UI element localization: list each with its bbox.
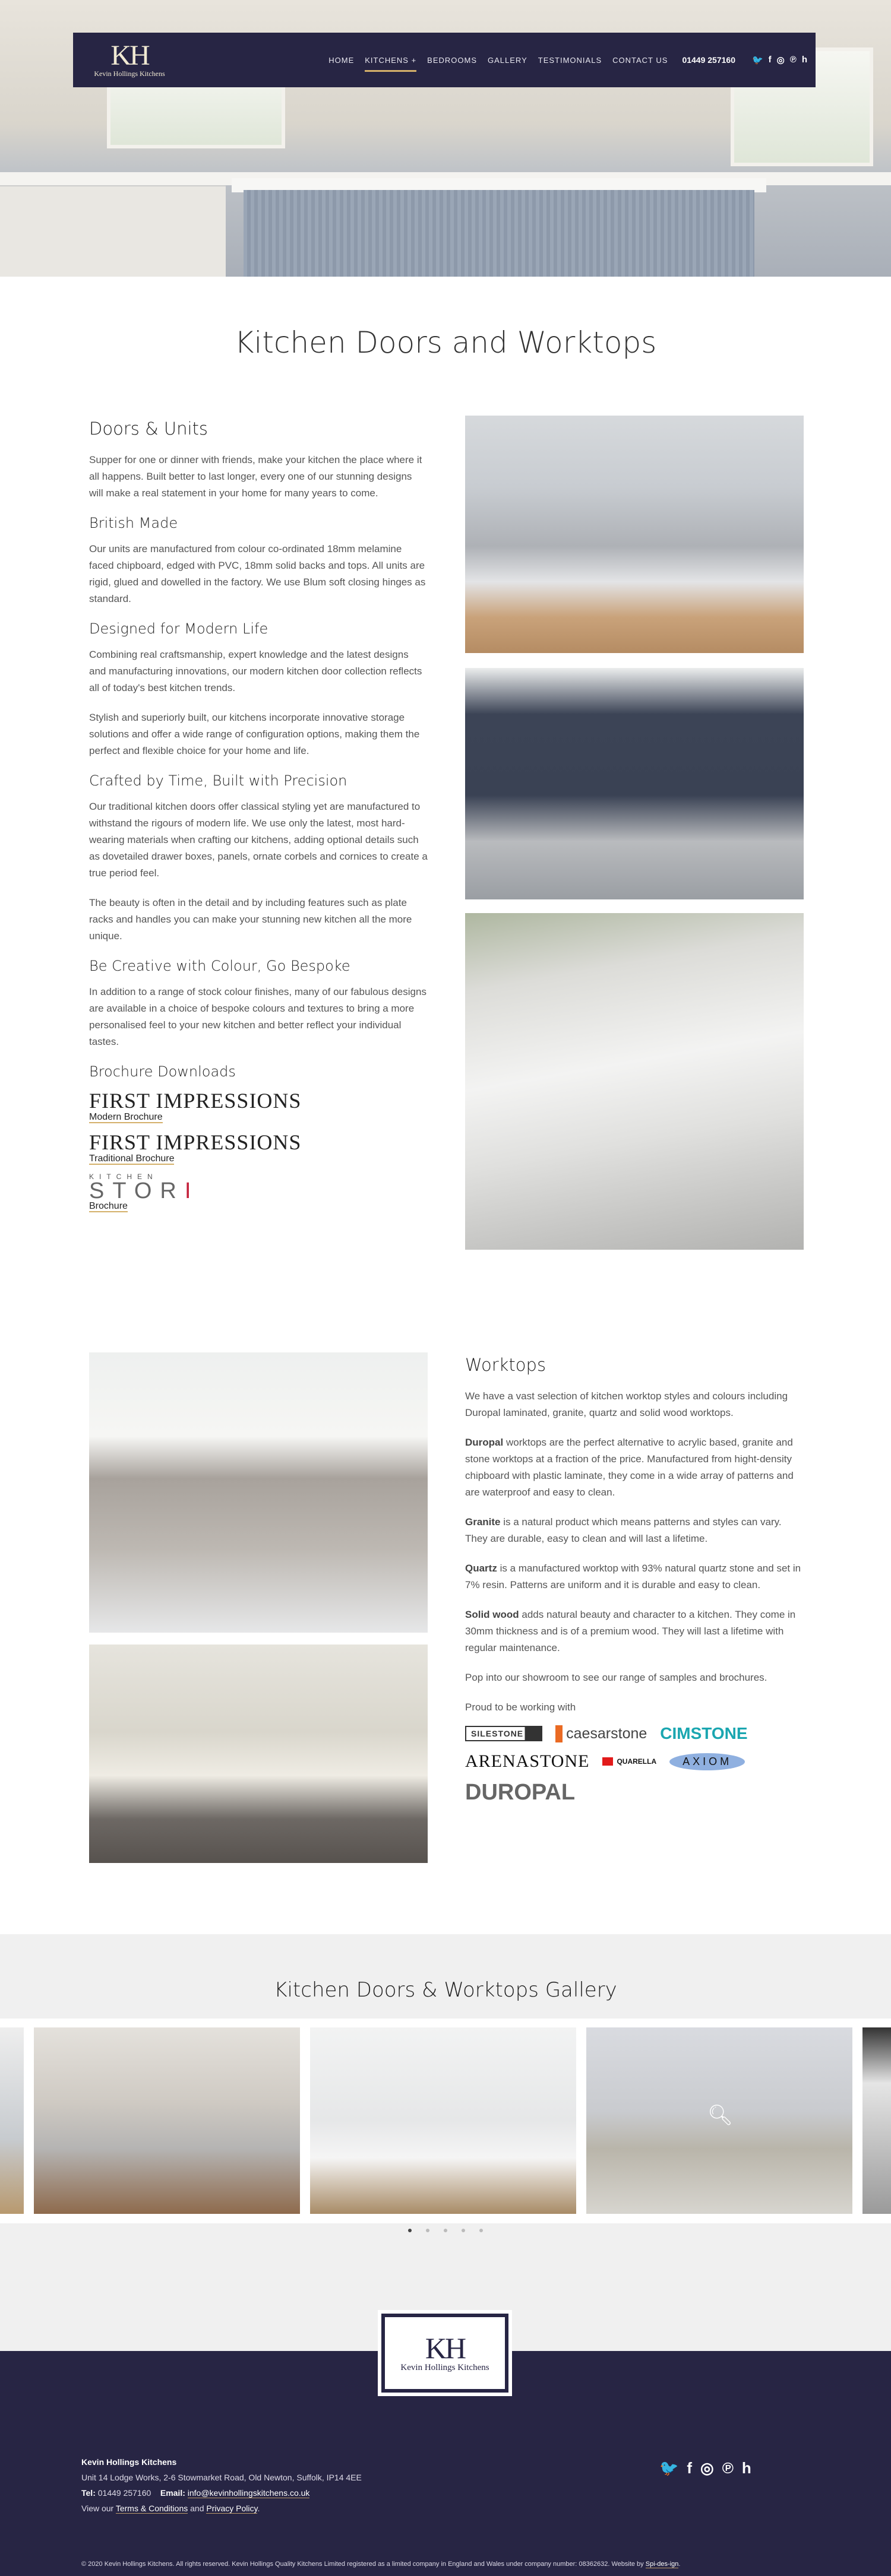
footer-phone[interactable]: 01449 257160 [97,2488,151,2498]
section-text: Stylish and superiorly built, our kitchens incorporate innovative storage solutions and offer a wide range of configuration options, making them the perfect and flexible choice for your home and life. [89,712,420,756]
brochures-heading: Brochure Downloads [89,1063,236,1080]
modern-kitchen-photo-1 [465,416,804,653]
caesarstone-logo: caesarstone [555,1725,647,1742]
carousel-dot[interactable] [426,2229,429,2232]
nav-phone[interactable]: 01449 257160 [682,55,735,65]
gallery-slide[interactable] [34,2027,300,2214]
modern-brochure-link[interactable]: Modern Brochure [89,1112,163,1122]
nav-kitchens[interactable]: KITCHENS + [365,52,416,68]
duropal-logo: DUROPAL [465,1780,576,1805]
doors-units-section [89,419,428,1220]
kitchen-stori-logo: STORI [89,1178,200,1203]
carousel-dot[interactable] [462,2229,465,2232]
carousel-dot[interactable] [479,2229,483,2232]
arenastone-logo: ARENASTONE [465,1751,590,1771]
partner-logos [465,1724,798,1805]
worktop-solid-wood: Solid wood adds natural beauty and character to a kitchen. They come in 30mm thickness and is of a premium wood. They will last a lifetime with regular maintenance. [465,1609,796,1653]
section-text: In addition to a range of stock colour finishes, many of our fabulous designs are available in a choice of bespoke colours and textures to bring a more personalised feel to your new kitchen and better reflect your individual tastes. [89,986,426,1047]
stori-brochure-link[interactable]: Brochure [89,1201,128,1211]
quarella-logo: QUARELLA [602,1757,656,1766]
instagram-icon[interactable]: ◎ [700,2459,714,2477]
cream-kitchen-photo [89,1645,428,1863]
site-logo[interactable]: KH Kevin Hollings Kitchens [94,39,165,78]
kitchen-stori-logo-top: KITCHEN [89,1173,158,1181]
website-by-link[interactable]: Spi-des-ign [645,2561,679,2568]
nav-bedrooms[interactable]: BEDROOMS [427,55,478,65]
houzz-icon[interactable]: h [741,2459,751,2477]
section-heading: Be Creative with Colour, Go Bespoke [89,958,350,974]
navy-kitchen-photo [465,668,804,899]
doors-heading: Doors & Units [89,419,208,439]
footer-address: Unit 14 Lodge Works, 2-6 Stowmarket Road, Old Newton, Suffolk, IP14 4EE [81,2473,362,2482]
axiom-logo: AXIOM [669,1753,745,1770]
footer-contact: Kevin Hollings Kitchens Unit 14 Lodge Works, 2-6 Stowmarket Road, Old Newton, Suffolk, IP14 4EE Tel: 01449 257160 Email: info@kevinhollingskitchens.co.uk View our Terms & Conditions and Privacy Policy. [81,2457,362,2513]
facebook-icon[interactable]: f [768,55,772,65]
showroom-text: Pop into our showroom to see our range of samples and brochures. [465,1672,767,1683]
carousel-dot[interactable] [444,2229,447,2232]
privacy-link[interactable]: Privacy Policy [206,2504,258,2513]
worktop-quartz: Quartz is a manufactured worktop with 93% natural quartz stone and set in 7% resin. Patterns are uniform and it is durable and easy to clean. [465,1563,801,1590]
worktop-granite: Granite is a natural product which means patterns and styles can vary. They are durable, easy to clean and will last a lifetime. [465,1516,782,1544]
partners-label: Proud to be working with [465,1702,576,1713]
footer-company: Kevin Hollings Kitchens [81,2457,177,2467]
section-text: The beauty is often in the detail and by including features such as plate racks and handles you can make your stunning new kitchen all the more unique. [89,897,412,942]
copyright: © 2020 Kevin Hollings Kitchens. All rights reserved. Kevin Hollings Quality Kitchens Limited registered as a limited company in England and Wales under company number: 08362632. Website by Spi-des-ign. [81,2561,681,2568]
page-title: Kitchen Doors and Worktops [234,325,657,360]
first-impressions-logo: FIRST IMPRESSIONS [89,1130,302,1154]
carousel-dot[interactable] [408,2229,412,2232]
worktops-section [465,1355,804,1805]
terms-link[interactable]: Terms & Conditions [115,2504,188,2513]
section-text: Our units are manufactured from colour co-ordinated 18mm melamine faced chipboard, edged with PVC, 18mm solid backs and tops. All units are rigid, glued and dowelled in the factory. We use Blum soft closing hinges as standard. [89,543,426,604]
pinterest-icon[interactable]: ℗ [722,2459,734,2477]
worktops-intro: We have a vast selection of kitchen worktop styles and colours including Duropal laminated, granite, quartz and solid wood worktops. [465,1390,788,1418]
footer-logo[interactable]: KH Kevin Hollings Kitchens [378,2310,512,2396]
worktop-duropal: Duropal worktops are the perfect alternative to acrylic based, granite and stone worktops at a fraction of the price. Manufactured from hight-density chipboard with plastic laminate, they come in a wide array of patterns and are waterproof and easy to clean. [465,1437,794,1498]
gallery-title: Kitchen Doors & Worktops Gallery [274,1978,617,2002]
brochure-kitchen-stori [89,1173,428,1212]
twitter-icon[interactable]: 🐦 [751,55,763,65]
section-heading: Crafted by Time, Built with Precision [89,772,347,789]
zoom-search-icon[interactable]: 🔍︎ [707,2104,734,2127]
carousel-dots [0,2229,891,2232]
brochure-traditional [89,1131,428,1164]
nav-testimonials[interactable]: TESTIMONIALS [538,55,602,65]
brochure-modern [89,1089,428,1123]
doors-intro: Supper for one or dinner with friends, make your kitchen the place where it all happens. Built better to last longer, every one of our stunning designs will make a real statement in your home for many years to come. [89,454,422,499]
gallery-slide[interactable] [310,2027,576,2214]
island-worktop-photo [89,1352,428,1633]
footer-email-link[interactable]: info@kevinhollingskitchens.co.uk [187,2488,310,2498]
nav-gallery[interactable]: GALLERY [488,55,527,65]
gallery-slide[interactable] [862,2027,891,2214]
silestone-logo: SILESTONE [465,1726,542,1741]
nav-home[interactable]: HOME [328,55,355,65]
main-navigation [73,33,816,87]
section-heading: Designed for Modern Life [89,620,268,637]
footer-social [659,2459,751,2477]
pinterest-icon[interactable]: ℗ [789,55,797,65]
traditional-brochure-link[interactable]: Traditional Brochure [89,1154,175,1164]
facebook-icon[interactable]: f [687,2459,693,2477]
gallery-slide[interactable] [0,2027,24,2214]
cimstone-logo: CIMSTONE [660,1724,748,1742]
gallery-slide[interactable] [586,2027,852,2214]
instagram-icon[interactable]: ◎ [776,55,785,65]
first-impressions-logo: FIRST IMPRESSIONS [89,1089,302,1113]
twitter-icon[interactable]: 🐦 [659,2459,679,2477]
nav-contact-us[interactable]: CONTACT US [612,55,668,65]
section-text: Combining real craftsmanship, expert knowledge and the latest designs and manufacturing innovations, our modern kitchen door collection reflects all of today's best kitchen trends. [89,649,422,693]
houzz-icon[interactable]: h [801,55,807,65]
section-heading: British Made [89,515,178,531]
corner-kitchen-photo [465,913,804,1250]
section-text: Our traditional kitchen doors offer classical styling yet are manufactured to withstand the rigours of modern life. We use only the latest, most hard-wearing materials when crafting our kitchens, adding optional details such as dovetailed drawer boxes, panels, ornate corbels and cornices to create a true period feel. [89,801,428,879]
worktops-heading: Worktops [465,1355,546,1375]
